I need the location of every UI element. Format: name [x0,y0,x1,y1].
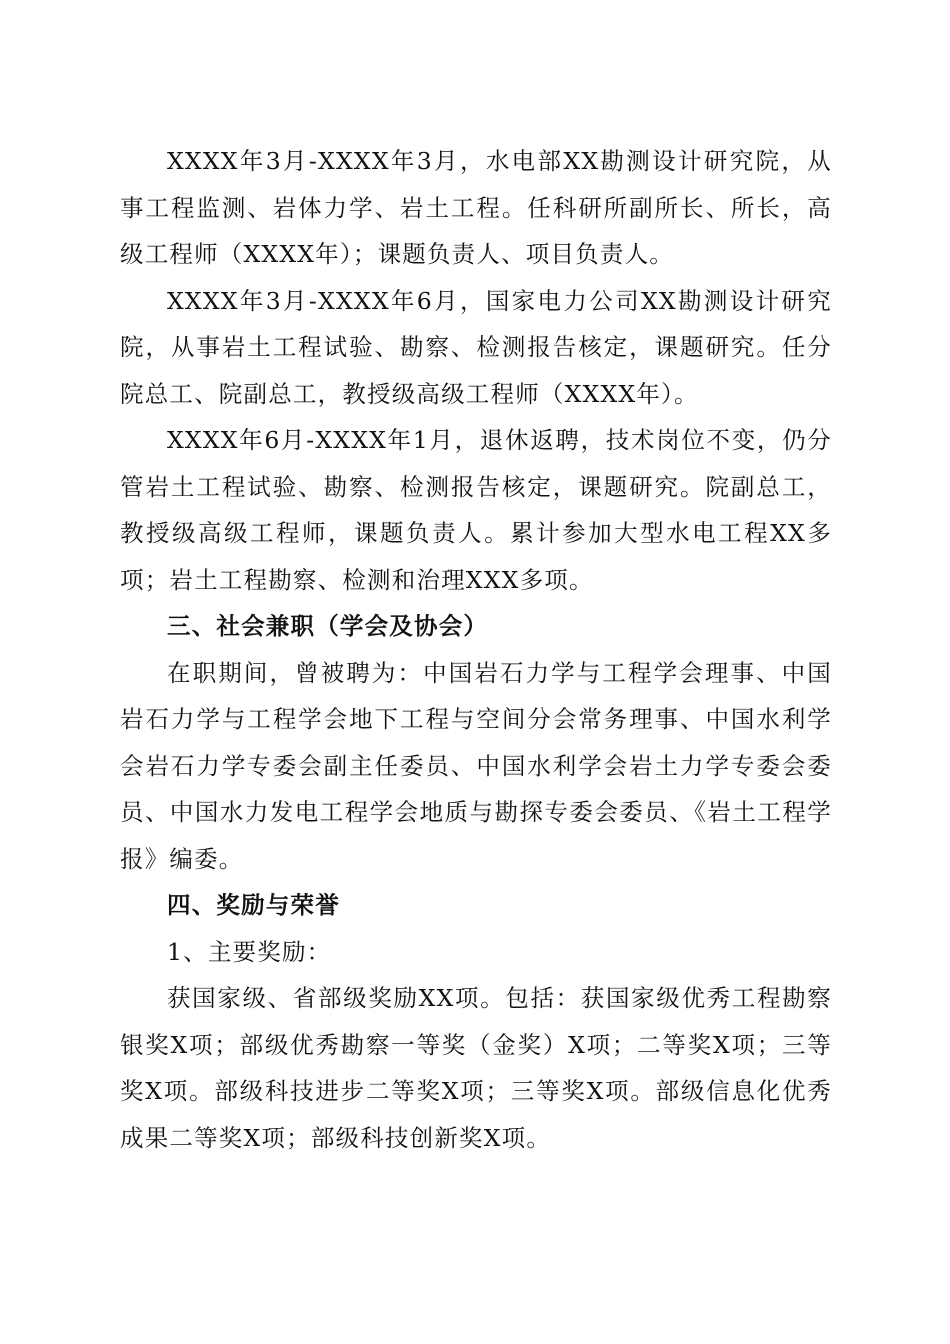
document-page [120,138,832,1161]
career-paragraph-3: XXXX年6月-XXXX年1月，退休返聘，技术岗位不变，仍分管岩土工程试验、勘察、检测报告核定，课题研究。院副总工，教授级高级工程师，课题负责人。累计参加大型水电工程XX多项；岩土工程勘察、检测和治理XXX多项。 [120,426,832,594]
career-paragraph-2: XXXX年3月-XXXX年6月，国家电力公司XX勘测设计研究院，从事岩土工程试验、勘察、检测报告核定，课题研究。任分院总工、院副总工，教授级高级工程师（XXXX年）。 [120,286,832,408]
career-paragraph-1: XXXX年3月-XXXX年3月，水电部XX勘测设计研究院，从事工程监测、岩体力学、岩土工程。任科研所副所长、所长，高级工程师（XXXX年）；课题负责人、项目负责人。 [120,147,832,268]
section-3-body: 在职期间，曾被聘为：中国岩石力学与工程学会理事、中国岩石力学与工程学会地下工程与空间分会常务理事、中国水利学会岩石力学专委会副主任委员、中国水利学会岩土力学专委会委员、中国水力发电工程学会地质与勘探专委会委员、《岩土工程学报》编委。 [120,658,832,873]
section-4-heading: 四、奖励与荣誉 [167,891,340,919]
section-3-heading: 三、社会兼职（学会及协会） [167,612,489,640]
section-4-body: 获国家级、省部级奖励XX项。包括：获国家级优秀工程勘察银奖X项；部级优秀勘察一等奖（金奖）X项；二等奖X项；三等奖X项。部级科技进步二等奖X项；三等奖X项。部级信息化优秀成果二等奖X项；部级科技创新奖X项。 [120,984,832,1152]
section-4-subheading: 1、主要奖励： [167,937,332,966]
